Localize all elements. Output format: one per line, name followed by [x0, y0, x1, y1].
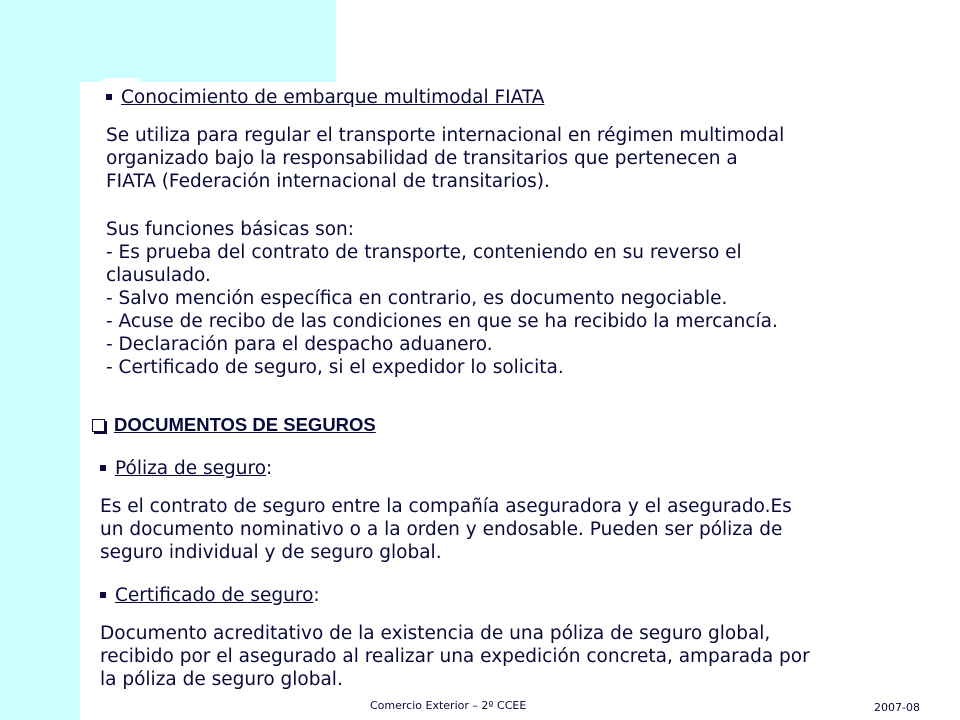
text-line: la póliza de seguro global. [100, 669, 343, 690]
text-line: - Acuse de recibo de las condiciones en que se ha recibido la mercancía. [106, 311, 778, 332]
poliza-heading [100, 457, 272, 480]
footer-year: 2007-08 [874, 701, 920, 714]
top-accent-block [0, 0, 336, 82]
text-line: - Salvo mención específica en contrario, es documento negociable. [106, 288, 728, 309]
text-line: Se utiliza para regular el transporte internacional en régimen multimodal [106, 125, 785, 146]
certificado-description [100, 622, 810, 691]
certificado-heading-suffix: : [313, 585, 320, 606]
square-bullet-icon [106, 94, 112, 100]
text-line: organizado bajo la responsabilidad de transitarios que pertenecen a [106, 148, 738, 169]
checkbox-bullet-icon [92, 419, 105, 432]
text-line: Sus funciones básicas son: [106, 219, 355, 240]
poliza-heading-suffix: : [266, 458, 273, 479]
text-line: recibido por el asegurado al realizar una expedición concreta, amparada por [100, 646, 810, 667]
section-title-text: DOCUMENTOS DE SEGUROS [114, 414, 376, 435]
fiata-description [106, 124, 784, 193]
certificado-heading-text: Certificado de seguro [115, 585, 314, 606]
poliza-heading-text: Póliza de seguro [115, 458, 267, 479]
poliza-description [100, 495, 792, 564]
footer-course: Comercio Exterior – 2º CCEE [370, 699, 527, 712]
text-line: - Es prueba del contrato de transporte, conteniendo en su reverso el [106, 242, 742, 263]
text-line: Documento acreditativo de la existencia de una póliza de seguro global, [100, 623, 771, 644]
square-bullet-icon [100, 592, 106, 598]
left-accent-strip [0, 0, 80, 720]
section-title-seguros [92, 414, 376, 436]
text-line: Es el contrato de seguro entre la compañía aseguradora y el asegurado.Es [100, 496, 792, 517]
text-line: clausulado. [106, 265, 211, 286]
text-line: un documento nominativo o a la orden y endosable. Pueden ser póliza de [100, 519, 783, 540]
fiata-heading-text: Conocimiento de embarque multimodal FIATA [121, 87, 545, 108]
fiata-functions [106, 218, 778, 379]
fiata-heading [106, 86, 544, 109]
text-line: - Declaración para el despacho aduanero. [106, 334, 493, 355]
square-bullet-icon [100, 465, 106, 471]
text-line: FIATA (Federación internacional de transitarios). [106, 171, 550, 192]
text-line: seguro individual y de seguro global. [100, 542, 442, 563]
text-line: - Certificado de seguro, si el expedidor lo solicita. [106, 357, 564, 378]
certificado-heading [100, 584, 320, 607]
